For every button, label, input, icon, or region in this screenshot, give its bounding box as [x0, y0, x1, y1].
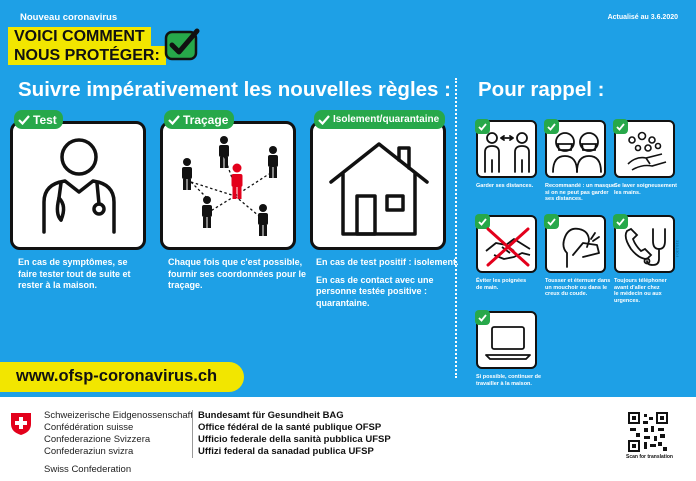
caption-line: Toujours téléphoner	[614, 278, 667, 284]
caption-line: les mains.	[614, 189, 641, 196]
reminder-caption	[476, 183, 533, 190]
tracing-card	[160, 121, 296, 250]
tracing-text-line: traçage.	[168, 280, 203, 290]
caption-line: si on ne peut pas garder	[545, 189, 609, 196]
isolation-text-line: quarantaine.	[316, 297, 370, 308]
kicker: Nouveau coronavirus	[20, 12, 118, 23]
hand-washing-icon	[622, 130, 672, 174]
test-tag-label: Test	[33, 112, 57, 127]
isolation-text-line: En cas de contact avec une	[316, 274, 434, 285]
confed-line: Confederaziun svizra	[44, 446, 134, 457]
reminder-caption	[476, 278, 526, 291]
reminder-caption	[614, 183, 677, 196]
doctor-stethoscope-icon	[39, 134, 119, 238]
caption-line: Garder ses distances.	[476, 183, 534, 189]
test-text-line: En cas de symptômes, se	[18, 257, 128, 267]
headline-line2: NOUS PROTÉGER:	[8, 46, 166, 65]
office-line: Bundesamt für Gesundheit BAG	[198, 410, 344, 421]
qr-caption: Scan for translation	[626, 454, 673, 460]
caption-line: un mouchoir ou dans le	[545, 284, 608, 291]
reminder-item-distance	[476, 120, 537, 178]
laptop-icon	[484, 323, 532, 363]
qr-code-icon[interactable]	[628, 412, 668, 452]
check-icon	[318, 115, 330, 125]
reminder-title: Pour rappel :	[478, 78, 605, 101]
main-title: Suivre impérativement les nouvelles règles :	[18, 78, 451, 101]
reminder-caption	[545, 183, 615, 203]
no-handshake-icon	[484, 225, 532, 269]
isolation-text-line: personne testée positive :	[316, 286, 428, 296]
caption-line: Si possible, continuer de	[476, 374, 542, 380]
confed-line: Confédération suisse	[44, 422, 134, 433]
swiss-shield-icon	[10, 412, 32, 436]
caption-line: de main.	[476, 284, 499, 291]
section-divider	[455, 78, 457, 378]
test-tag	[14, 110, 63, 129]
house-icon	[327, 136, 431, 240]
isolation-tag-label: Isolement/quarantaine	[333, 114, 440, 125]
check-icon	[18, 115, 30, 125]
tracing-tag	[164, 110, 234, 129]
sneeze-elbow-icon	[553, 223, 603, 269]
office-line: Uffizi federal da sanadad publica UFSP	[198, 446, 374, 457]
phone-doctor-icon	[621, 223, 671, 269]
tracing-text-line: Chaque fois que c'est possible,	[168, 257, 303, 267]
test-text-line: faire tester tout de suite et	[18, 268, 131, 279]
reminder-item-homework	[476, 311, 537, 369]
isolation-card	[310, 121, 446, 250]
isolation-text	[316, 257, 459, 309]
confederation-names	[44, 410, 193, 458]
reminder-item-handwashing	[614, 120, 675, 178]
check-icon	[478, 314, 487, 322]
caption-line: travailler à la maison.	[476, 380, 532, 387]
confederation-en: Swiss Confederation	[44, 464, 132, 475]
footer-divider	[192, 410, 193, 458]
website-link[interactable]: www.ofsp-coronavirus.ch	[16, 367, 218, 385]
isolation-text-line: En cas de test positif : isolement.	[316, 257, 459, 267]
website-banner	[0, 362, 244, 392]
check-icon	[168, 115, 180, 125]
caption-line: Se laver soigneusement	[614, 183, 677, 189]
office-line: Ufficio federale della sanità pubblica UFSP	[198, 434, 391, 445]
keep-distance-icon	[482, 130, 532, 174]
test-card	[10, 121, 146, 250]
reminder-item-phone	[614, 215, 675, 273]
tracing-tag-label: Traçage	[183, 112, 229, 127]
caption-line: creux du coude.	[545, 291, 588, 298]
test-text	[18, 257, 131, 292]
office-names	[198, 410, 391, 458]
caption-line: ses distances.	[545, 196, 583, 203]
reminder-item-mask	[545, 120, 606, 178]
caption-line: Éviter les poignées	[476, 278, 527, 284]
caption-line: Recommandé : un masque	[545, 183, 615, 189]
headline-line1: VOICI COMMENT	[8, 27, 151, 46]
isolation-tag	[314, 110, 445, 129]
test-text-line: rester à la maison.	[18, 280, 98, 290]
face-mask-icon	[551, 130, 603, 174]
reminder-item-sneeze	[545, 215, 606, 273]
reminder-caption	[545, 278, 610, 298]
headline-check-icon	[164, 27, 200, 61]
reminder-caption	[476, 374, 541, 387]
tracing-text-line: fournir ses coordonnées pour le	[168, 268, 307, 279]
caption-line: avant d'aller chez	[614, 284, 660, 291]
side-code: 316.130.f	[675, 240, 680, 257]
reminder-caption	[614, 278, 667, 304]
updated-date: Actualisé au 3.6.2020	[607, 14, 678, 21]
caption-line: urgences.	[614, 297, 640, 304]
confed-line: Schweizerische Eidgenossenschaft	[44, 410, 193, 421]
tracing-text	[168, 257, 306, 292]
caption-line: Tousser et éternuer dans	[545, 278, 611, 284]
contact-tracing-icon	[169, 134, 289, 242]
reminder-item-handshake	[476, 215, 537, 273]
confed-line: Confederazione Svizzera	[44, 434, 151, 445]
office-line: Office fédéral de la santé publique OFSP	[198, 422, 382, 433]
caption-line: le médecin ou aux	[614, 291, 662, 298]
headline	[8, 27, 198, 67]
